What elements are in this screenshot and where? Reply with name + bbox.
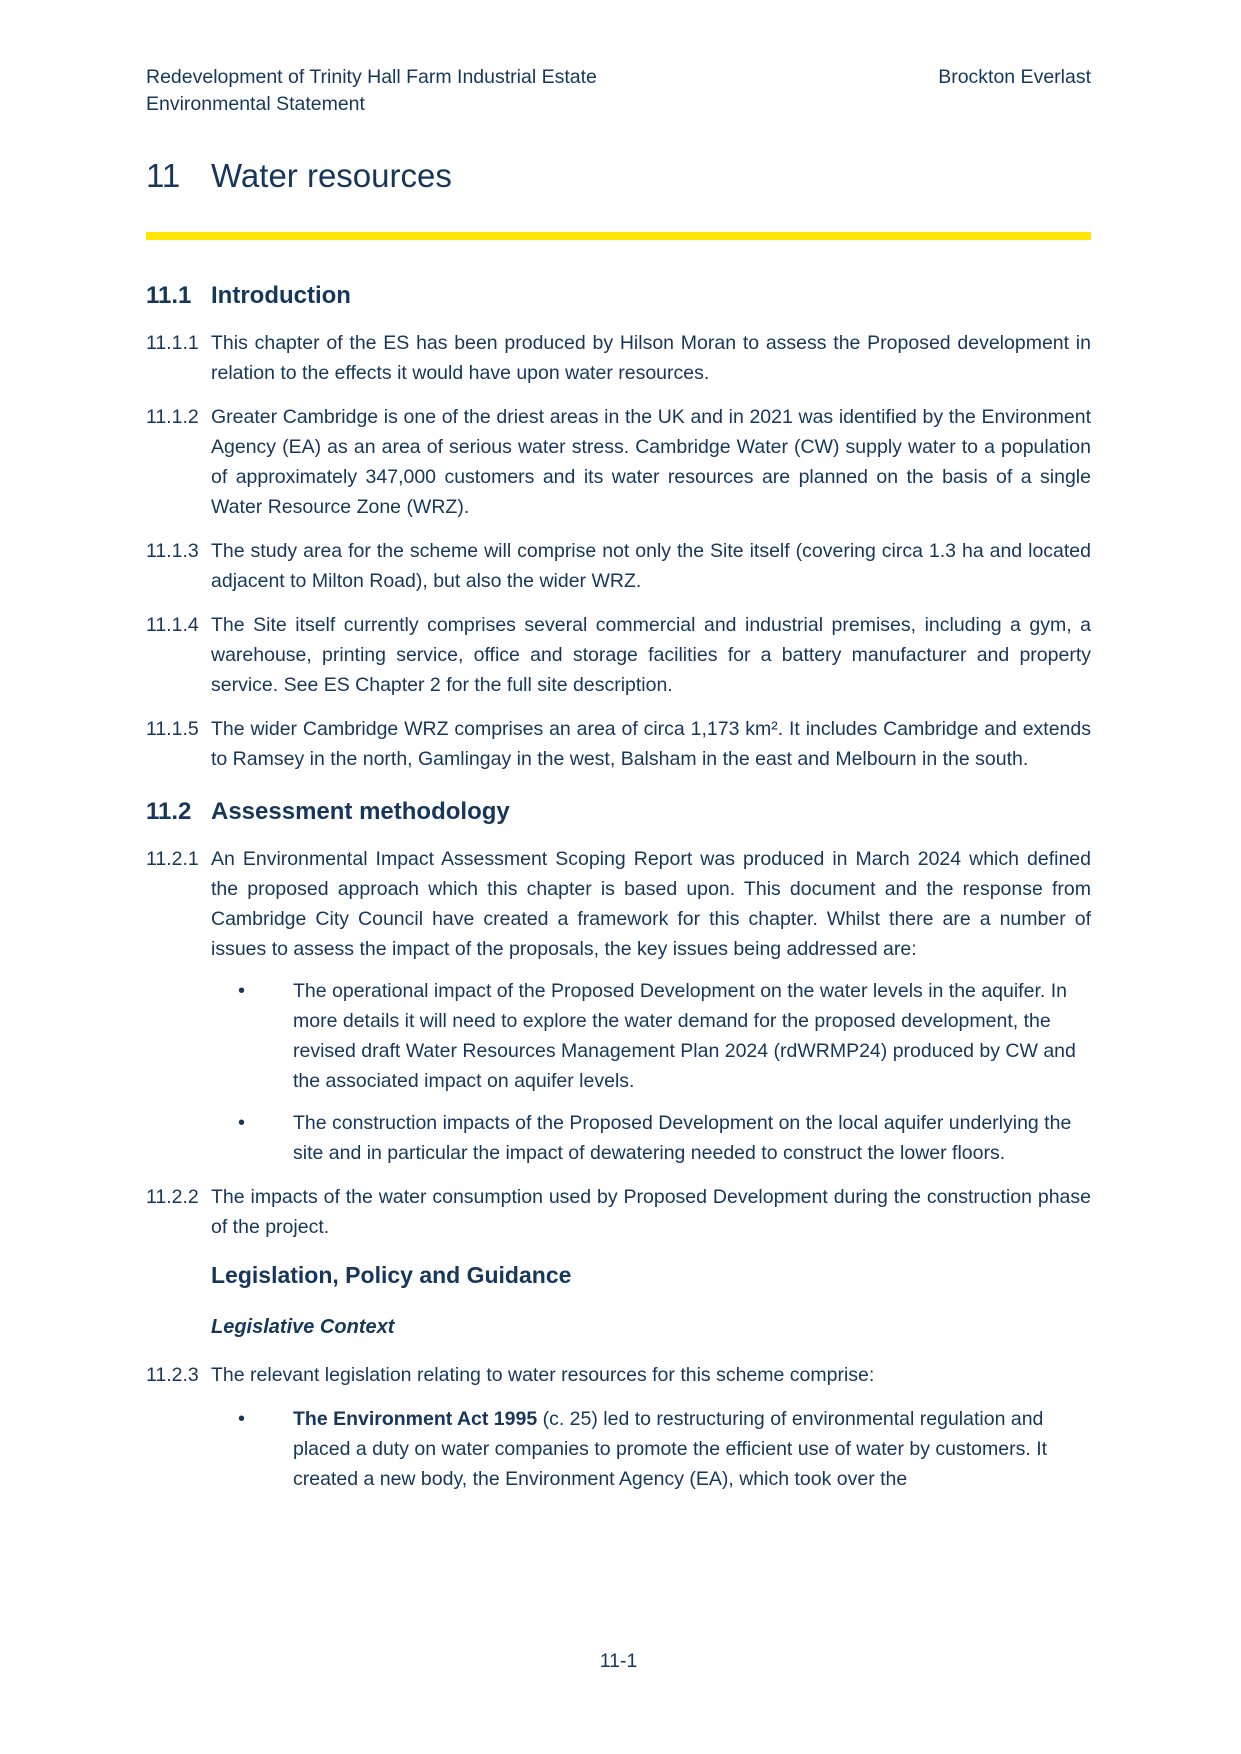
section-number: 11.1 xyxy=(146,282,192,309)
bullet-item-environment-act xyxy=(146,1404,1091,1494)
paragraph-number: 11.1.2 xyxy=(146,406,199,428)
chapter-title xyxy=(146,154,1091,198)
paragraph-text: The relevant legislation relating to water resources for this scheme comprise: xyxy=(211,1364,875,1386)
yellow-divider xyxy=(146,232,1091,240)
bullet-icon: • xyxy=(238,1112,246,1134)
subsection-heading-legislation: Legislation, Policy and Guidance xyxy=(211,1262,572,1288)
paragraph-text: Greater Cambridge is one of the driest areas in the UK and in 2021 was identified by the Environment Agency (EA) as an area of serious water stress. Cambridge Water (CW) supply water to a population of approximately 347,000 customers and its water resources are planned on the basis of a single Water Resource Zone (WRZ). xyxy=(211,406,1091,518)
paragraph-text: The study area for the scheme will comprise not only the Site itself (covering circa 1.3 ha and located adjacent to Milton Road), but also the wider WRZ. xyxy=(211,540,1091,592)
paragraph-number: 11.2.3 xyxy=(146,1364,199,1386)
section-heading-11-1 xyxy=(146,280,1091,312)
paragraph-11-1-3 xyxy=(146,536,1091,596)
chapter-name: Water resources xyxy=(211,157,452,194)
bullet-text-rest: (c. 25) led to restructuring of environmental regulation and placed a duty on water companies to promote the efficient use of water by customers. It created a new body, the Environment Agency (EA), which took over the xyxy=(293,1408,1048,1490)
paragraph-11-1-1 xyxy=(146,328,1091,388)
paragraph-11-1-5 xyxy=(146,714,1091,774)
paragraph-11-2-3 xyxy=(146,1360,1091,1390)
section-number: 11.2 xyxy=(146,798,192,825)
paragraph-number: 11.2.2 xyxy=(146,1186,199,1208)
paragraph-number: 11.1.1 xyxy=(146,332,199,354)
paragraph-text: The wider Cambridge WRZ comprises an area of circa 1,173 km². It includes Cambridge and extends to Ramsey in the north, Gamlingay in the west, Balsham in the east and Melbourn in the south. xyxy=(211,718,1091,770)
bullet-icon: • xyxy=(238,1408,246,1430)
header-client-name: Brockton Everlast xyxy=(938,66,1091,88)
subsection-heading-legislative-context: Legislative Context xyxy=(211,1316,395,1338)
paragraph-number: 11.1.5 xyxy=(146,718,199,740)
page-header xyxy=(146,64,1091,118)
paragraph-number: 11.2.1 xyxy=(146,848,199,870)
paragraph-number: 11.1.4 xyxy=(146,614,199,636)
section-title: Introduction xyxy=(211,282,351,309)
paragraph-11-2-1 xyxy=(146,844,1091,964)
paragraph-text: The impacts of the water consumption used by Proposed Development during the construction phase of the project. xyxy=(211,1186,1091,1238)
section-title: Assessment methodology xyxy=(211,798,510,825)
header-project-title: Redevelopment of Trinity Hall Farm Industrial Estate xyxy=(146,66,597,88)
paragraph-text: The Site itself currently comprises several commercial and industrial premises, including a gym, a warehouse, printing service, office and storage facilities for a battery manufacturer and property service. See ES Chapter 2 for the full site description. xyxy=(211,614,1091,696)
paragraph-text: This chapter of the ES has been produced by Hilson Moran to assess the Proposed development in relation to the effects it would have upon water resources. xyxy=(211,332,1091,384)
bullet-text xyxy=(293,1404,1091,1494)
chapter-number: 11 xyxy=(146,157,181,194)
bullet-text-bold-lead: The Environment Act 1995 xyxy=(293,1408,538,1430)
paragraph-number: 11.1.3 xyxy=(146,540,199,562)
paragraph-11-2-2 xyxy=(146,1182,1091,1242)
header-left xyxy=(146,64,597,118)
paragraph-text: An Environmental Impact Assessment Scoping Report was produced in March 2024 which defined the proposed approach which this chapter is based upon. This document and the response from Cambridge City Council have created a framework for this chapter. Whilst there are a number of issues to assess the impact of the proposals, the key issues being addressed are: xyxy=(211,848,1091,960)
page-content xyxy=(146,0,1091,1494)
page-number-footer: 11-1 xyxy=(599,1650,638,1672)
bullet-item-operational-impact xyxy=(146,976,1091,1096)
bullet-icon: • xyxy=(238,980,246,1002)
paragraph-11-1-4 xyxy=(146,610,1091,700)
bullet-item-construction-impact xyxy=(146,1108,1091,1168)
bullet-text: The operational impact of the Proposed Development on the water levels in the aquifer. In more details it will need to explore the water demand for the proposed development, the revised draft Water Resources Management Plan 2024 (rdWRMP24) produced by CW and the associated impact on aquifer levels. xyxy=(293,980,1076,1092)
section-heading-11-2 xyxy=(146,796,1091,828)
bullet-text: The construction impacts of the Proposed Development on the local aquifer underlying the site and in particular the impact of dewatering needed to construct the lower floors. xyxy=(293,1112,1072,1164)
header-document-type: Environmental Statement xyxy=(146,93,365,115)
paragraph-11-1-2 xyxy=(146,402,1091,522)
